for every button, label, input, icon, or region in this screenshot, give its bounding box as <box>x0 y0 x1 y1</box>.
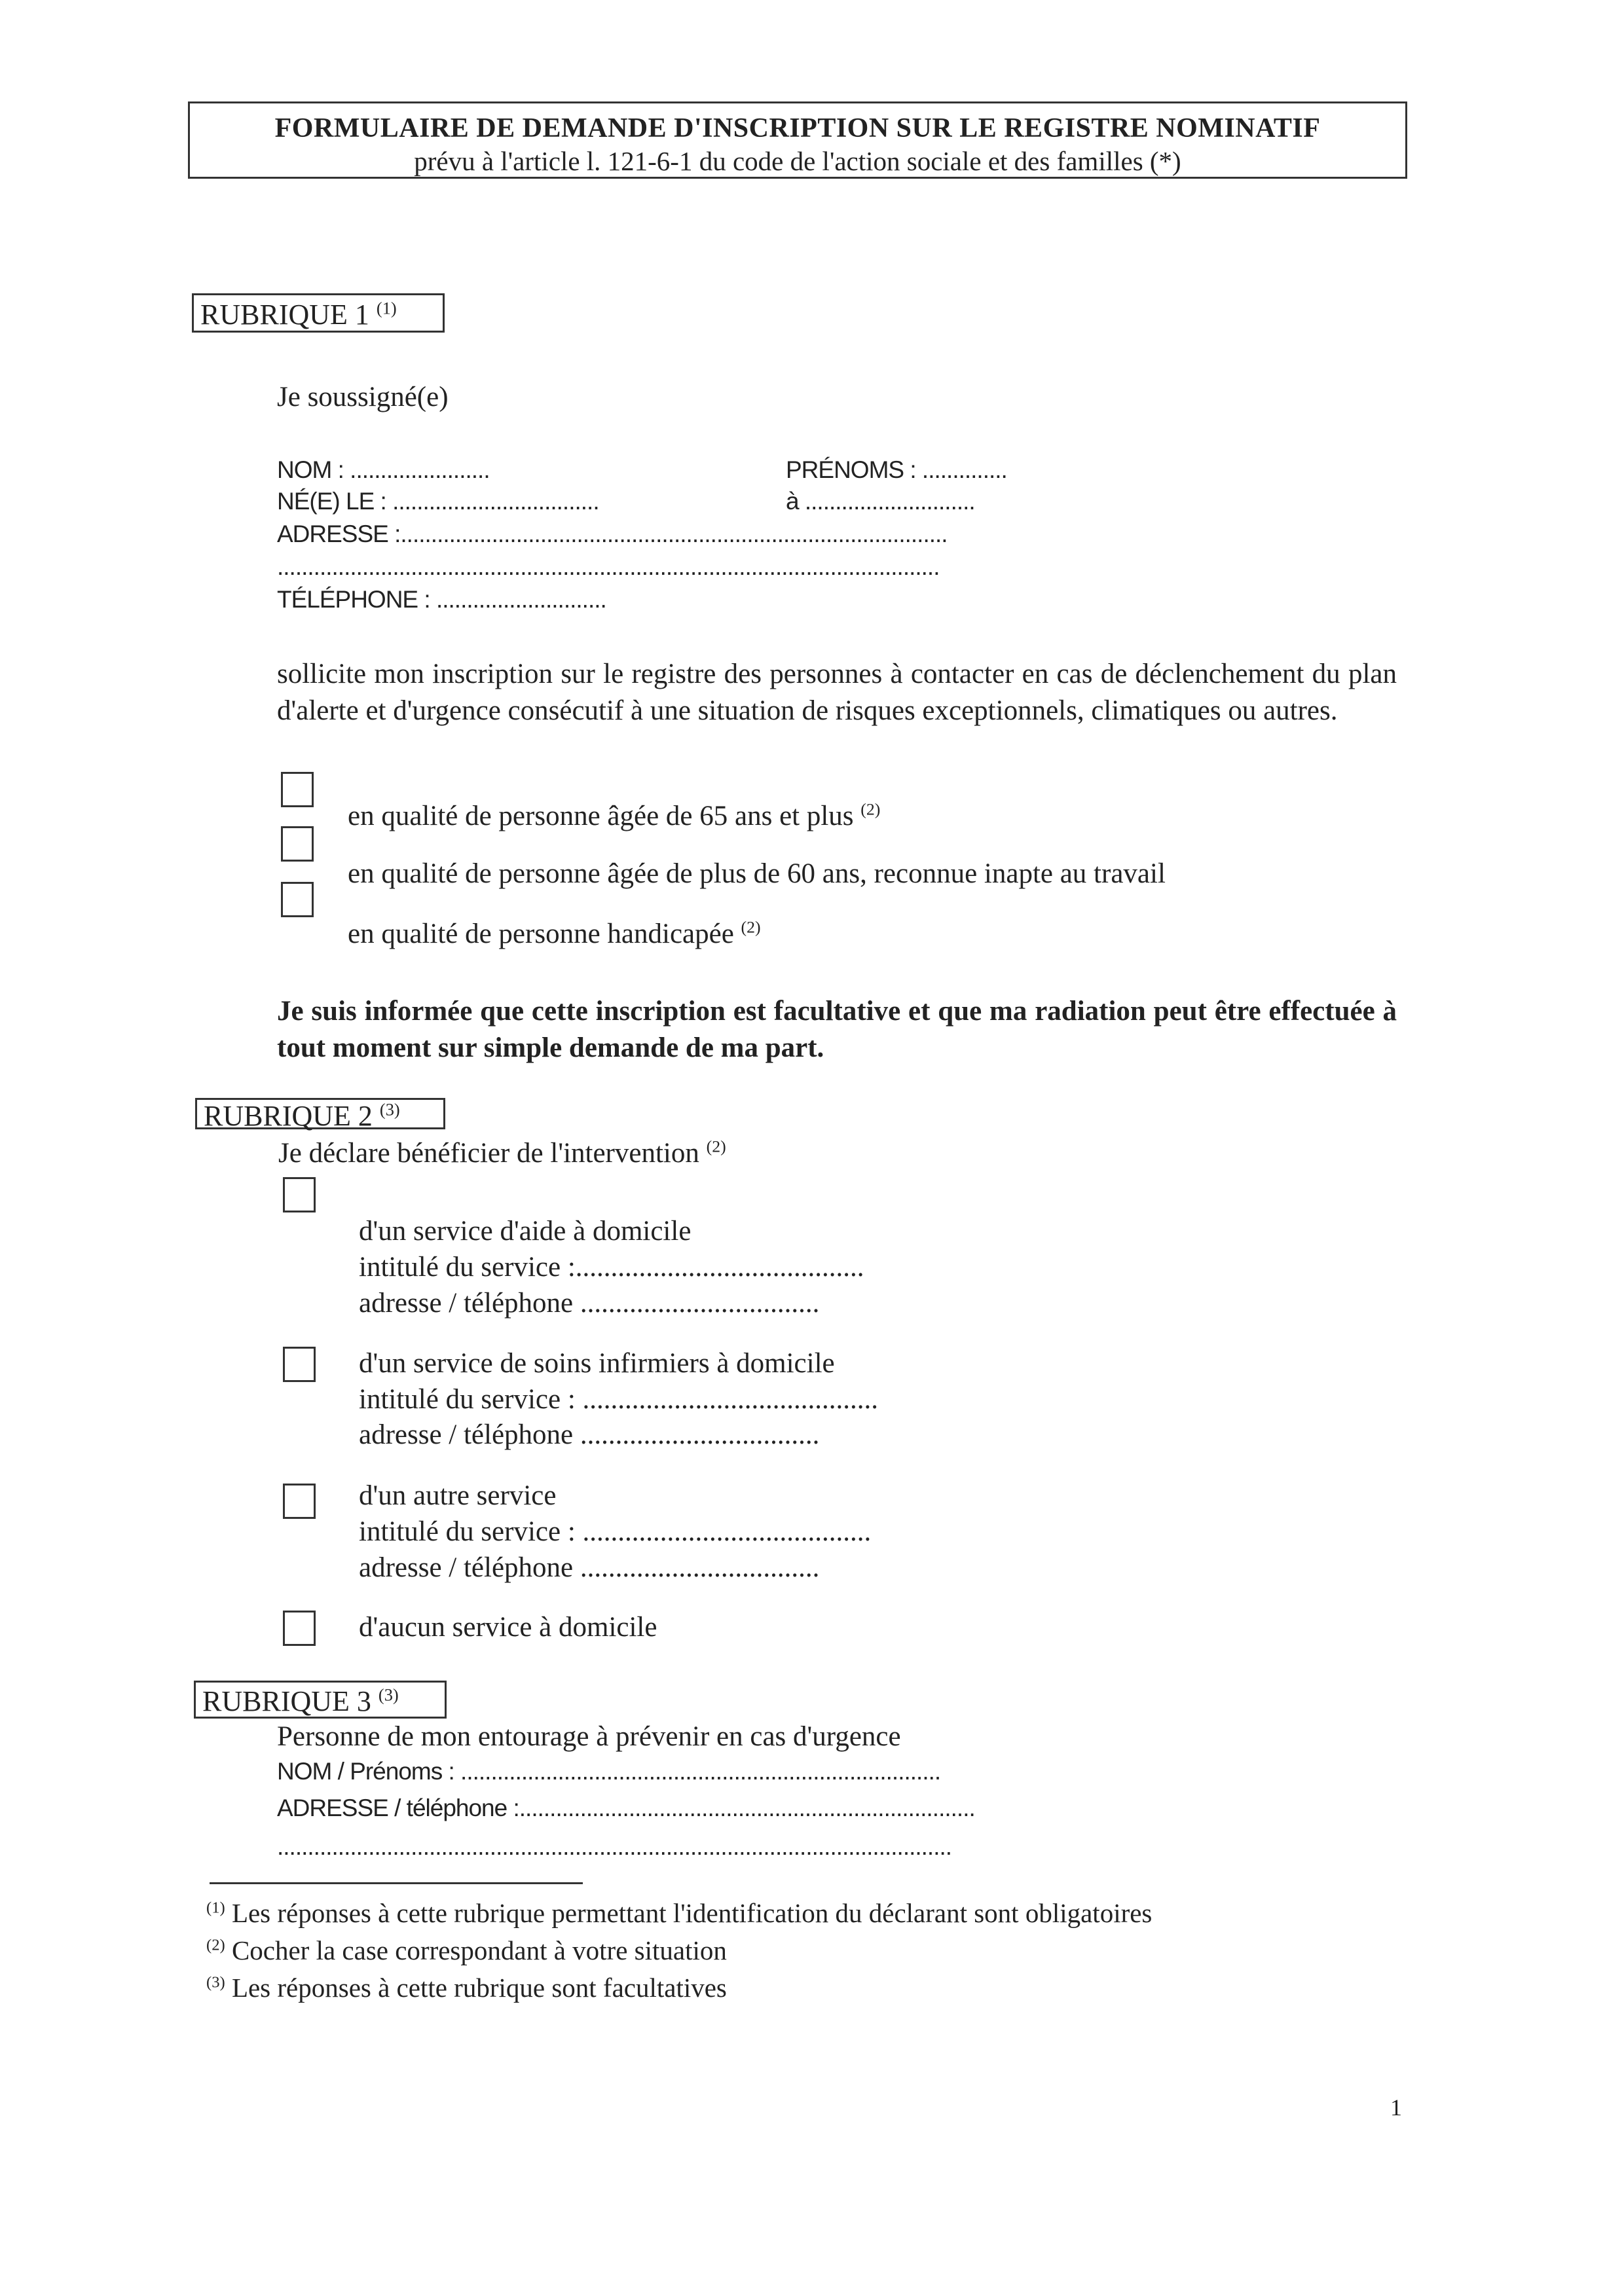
service-aide-domicile-adresse[interactable]: adresse / téléphone .................................. <box>359 1288 820 1319</box>
checkbox-soins-infirmiers[interactable] <box>283 1347 316 1382</box>
option-65-ans-note: (2) <box>860 799 881 819</box>
footnote-2-text: Cocher la case correspondant à votre situation <box>231 1935 727 1965</box>
intro-soussigne: Je soussigné(e) <box>277 382 449 412</box>
service-autre-label: d'un autre service <box>359 1480 557 1511</box>
option-65-ans <box>348 800 880 832</box>
service-aucun-label: d'aucun service à domicile <box>359 1612 657 1643</box>
footnote-separator <box>210 1882 583 1884</box>
footnote-2-mark: (2) <box>206 1936 225 1954</box>
footnote-3-mark: (3) <box>206 1973 225 1992</box>
rubrique-1-header <box>192 293 445 333</box>
footnote-2 <box>206 1935 727 1966</box>
lieu-naissance-field[interactable]: à ............................ <box>786 488 975 515</box>
adresse-field[interactable]: ADRESSE :.......................................................................................... <box>277 520 948 547</box>
footnote-3-text: Les réponses à cette rubrique sont facultatives <box>231 1973 727 2003</box>
rubrique-2-header <box>195 1098 445 1132</box>
rubrique-1-note: (1) <box>376 298 397 318</box>
form-subtitle: prévu à l'article l. 121-6-1 du code de l'action sociale et des familles (*) <box>414 146 1181 176</box>
checkbox-handicapee[interactable] <box>281 882 314 917</box>
option-65-ans-label: en qualité de personne âgée de 65 ans et plus <box>348 801 854 831</box>
rubrique-3-label: RUBRIQUE 3 <box>202 1685 371 1717</box>
rubrique-3-intro: Personne de mon entourage à prévenir en cas d'urgence <box>277 1721 901 1752</box>
option-handicapee-label: en qualité de personne handicapée <box>348 919 734 949</box>
checkbox-autre-service[interactable] <box>283 1484 316 1519</box>
footnote-1-text: Les réponses à cette rubrique permettant l'identification du déclarant sont obligatoires <box>231 1898 1153 1928</box>
service-soins-infirmiers-label: d'un service de soins infirmiers à domicile <box>359 1348 835 1379</box>
rubrique-2-intro-text: Je déclare bénéficier de l'intervention <box>278 1138 699 1169</box>
service-soins-infirmiers-adresse[interactable]: adresse / téléphone .................................. <box>359 1419 820 1450</box>
rubrique-3-note: (3) <box>378 1685 399 1705</box>
nom-field[interactable]: NOM : ....................... <box>277 456 490 483</box>
option-60-ans-inapte: en qualité de personne âgée de plus de 60 ans, reconnue inapte au travail <box>348 858 1166 889</box>
option-handicapee-note: (2) <box>741 917 761 937</box>
checkbox-aide-domicile[interactable] <box>283 1177 316 1212</box>
checkbox-65-ans[interactable] <box>281 772 314 807</box>
service-autre-adresse[interactable]: adresse / téléphone .................................. <box>359 1552 820 1583</box>
footnote-1 <box>206 1897 1152 1929</box>
service-aide-domicile-intitule[interactable]: intitulé du service :......................................... <box>359 1252 864 1283</box>
form-title: FORMULAIRE DE DEMANDE D'INSCRIPTION SUR LE REGISTRE NOMINATIF <box>274 113 1321 143</box>
option-handicapee <box>348 918 761 950</box>
footnote-3 <box>206 1972 727 2003</box>
service-autre-intitule[interactable]: intitulé du service : ......................................... <box>359 1516 872 1547</box>
nele-field[interactable]: NÉ(E) LE : .................................. <box>277 488 599 515</box>
rubrique-2-label: RUBRIQUE 2 <box>204 1100 373 1132</box>
facultative-notice: Je suis informée que cette inscription est facultative et que ma radiation peut être effectuée à tout moment sur simple demande de ma part. <box>277 996 1397 1063</box>
rubrique-2-intro <box>278 1137 726 1169</box>
rubrique-3-header <box>194 1681 447 1719</box>
adresse-field-line2[interactable]: ............................................................................................................. <box>277 553 940 580</box>
rubrique-2-note: (3) <box>379 1099 400 1120</box>
service-soins-infirmiers-intitule[interactable]: intitulé du service : .......................................... <box>359 1384 879 1415</box>
rubrique-1-label: RUBRIQUE 1 <box>200 299 369 331</box>
contact-nom-field[interactable]: NOM / Prénoms : ............................................................................... <box>277 1758 941 1785</box>
prenoms-field[interactable]: PRÉNOMS : .............. <box>786 456 1007 483</box>
form-title-box <box>188 101 1407 179</box>
request-paragraph: sollicite mon inscription sur le registre des personnes à contacter en cas de déclenchement du plan d'alerte et d'urgence consécutif à une situation de risques exceptionnels, climatiques ou autres. <box>277 659 1397 726</box>
checkbox-aucun-service[interactable] <box>283 1611 316 1646</box>
rubrique-2-intro-note: (2) <box>706 1137 726 1156</box>
contact-adresse-field-line2[interactable]: ............................................................................................................... <box>277 1833 952 1860</box>
checkbox-60-ans-inapte[interactable] <box>281 826 314 862</box>
page-number: 1 <box>1390 2094 1402 2121</box>
contact-adresse-field[interactable]: ADRESSE / téléphone :........................................................................... <box>277 1795 975 1821</box>
footnote-1-mark: (1) <box>206 1899 225 1917</box>
service-aide-domicile-label: d'un service d'aide à domicile <box>359 1216 692 1247</box>
telephone-field[interactable]: TÉLÉPHONE : ............................ <box>277 586 606 613</box>
